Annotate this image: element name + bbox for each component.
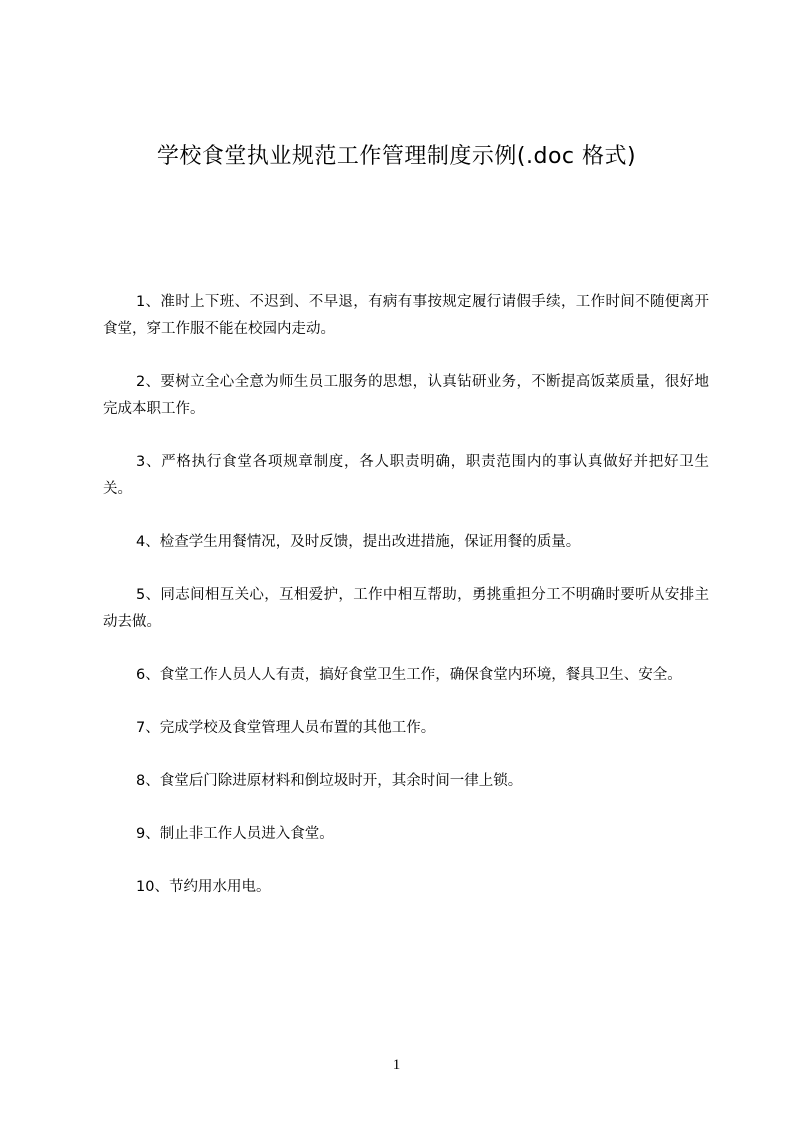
rule-paragraph-7: 7、完成学校及食堂管理人员布置的其他工作。 (136, 720, 436, 736)
rule-paragraph-5: 5、同志间相互关心，互相爱护，工作中相互帮助，勇挑重担分工不明确时要听从安排主动去做。 (103, 587, 709, 630)
rule-paragraph-8: 8、食堂后门除进原材料和倒垃圾时开，其余时间一律上锁。 (136, 773, 523, 789)
rule-paragraph-1: 1、准时上下班、不迟到、不早退，有病有事按规定履行请假手续，工作时间不随便离开食堂，穿工作服不能在校园内走动。 (103, 294, 709, 337)
rule-paragraph-6: 6、食堂工作人员人人有责，搞好食堂卫生工作，确保食堂内环境，餐具卫生、安全。 (136, 667, 682, 683)
rule-paragraph-2: 2、要树立全心全意为师生员工服务的思想，认真钻研业务，不断提高饭菜质量，很好地完成本职工作。 (103, 374, 709, 417)
page-number: 1 (392, 1057, 401, 1073)
rule-paragraph-9: 9、制止非工作人员进入食堂。 (136, 826, 334, 842)
rule-paragraph-4: 4、检查学生用餐情况，及时反馈，提出改进措施，保证用餐的质量。 (136, 534, 581, 550)
document-title: 学校食堂执业规范工作管理制度示例(.doc 格式) (156, 144, 637, 169)
rule-paragraph-3: 3、严格执行食堂各项规章制度，各人职责明确，职责范围内的事认真做好并把好卫生关。 (103, 454, 709, 497)
rule-paragraph-10: 10、节约用水用电。 (136, 879, 271, 895)
document-body (103, 289, 709, 927)
